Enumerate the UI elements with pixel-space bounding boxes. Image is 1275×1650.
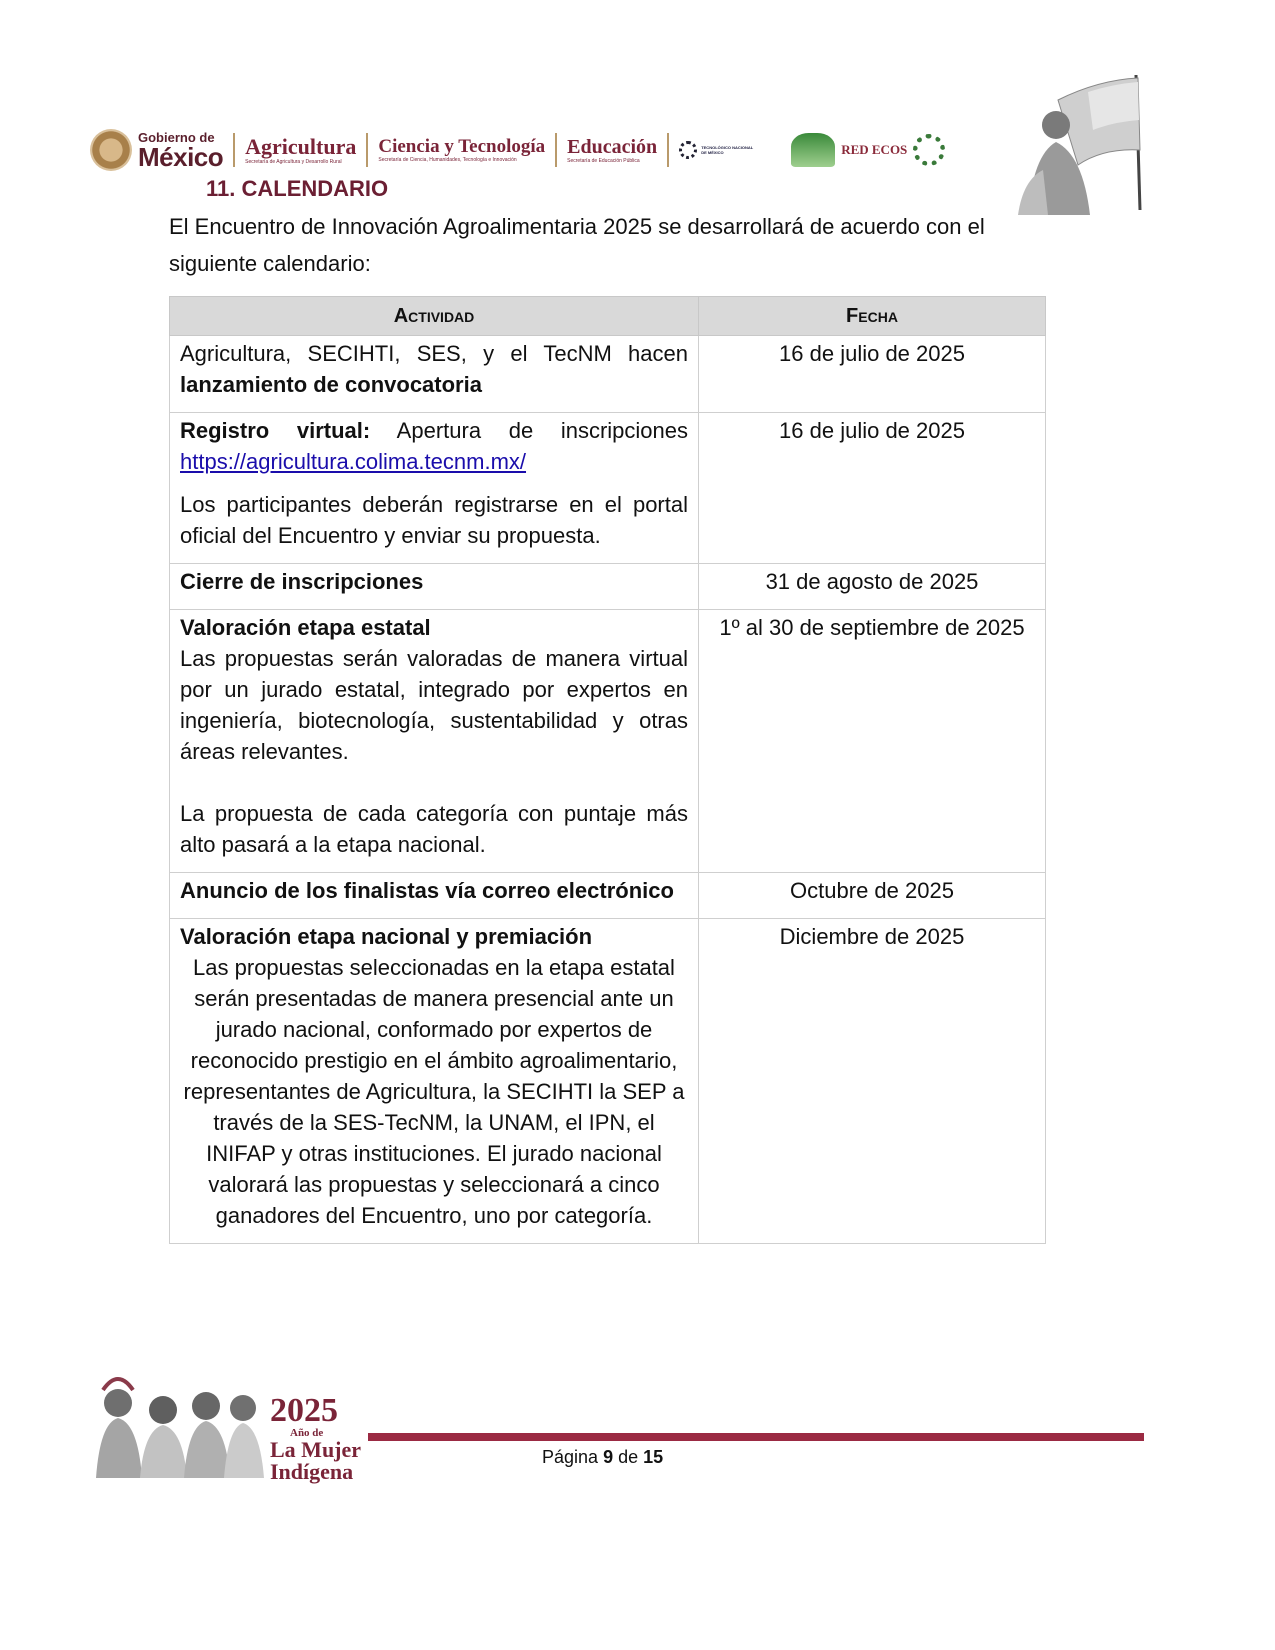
logo-divider: [555, 133, 557, 167]
table-row: [170, 564, 1046, 610]
activity-bold: lanzamiento de convocatoria: [180, 372, 482, 397]
registration-link[interactable]: https://agricultura.colima.tecnm.mx/: [180, 449, 527, 474]
activity-bold: Registro virtual:: [180, 418, 371, 443]
date-cell: 16 de julio de 2025: [699, 413, 1046, 564]
activity-bold: Valoración etapa estatal: [180, 615, 431, 640]
header-activity: Actividad: [170, 297, 699, 336]
tecnm-logo: [679, 141, 755, 159]
activity-bold: Cierre de inscripciones: [180, 569, 424, 594]
tecnm-gear-icon: [679, 141, 697, 159]
activity-cell: [170, 873, 699, 919]
ciencia-logo: [378, 137, 545, 163]
activity-cell: [170, 336, 699, 413]
gobierno-big: México: [138, 141, 224, 172]
activity-cell: [170, 413, 699, 564]
year-motto-logo: [270, 1394, 361, 1483]
agricultura-label: Agricultura: [245, 133, 357, 159]
activity-cell: [170, 610, 699, 873]
intro-paragraph: El Encuentro de Innovación Agroalimentaria 2025 se desarrollará de acuerdo con el siguiente calendario:: [169, 214, 985, 276]
table-row: [170, 413, 1046, 564]
gobierno-small: Gobierno de: [138, 129, 215, 145]
mexico-map-icon: [791, 133, 835, 167]
educacion-logo: [567, 137, 657, 164]
activity-text: Las propuestas seleccionadas en la etapa estatal serán presentadas de manera presencial ante un jurado nacional, conformado por expertos de reconocido prestigio en el ámbito agroalimentario, representantes de Agricultura, la SECIHTI la SEP a través de la SES-TecNM, la UNAM, el IPN, el INIFAP y otras instituciones. El jurado nacional valorará las propuestas y seleccionará a cinco ganadores del Encuentro, uno por categoría.: [183, 955, 685, 1228]
indigenous-women-illustration: [88, 1368, 268, 1478]
educacion-sub: Secretaría de Educación Pública: [567, 157, 640, 164]
activity-text: La propuesta de cada categoría con puntaje más alto pasará a la etapa nacional.: [180, 801, 688, 857]
table-row: [170, 873, 1046, 919]
header-logos: [90, 126, 1010, 174]
activity-bold: Valoración etapa nacional y premiación: [180, 924, 593, 949]
red-ecos-label: RED ECOS: [841, 142, 908, 157]
page-number: [542, 1447, 663, 1468]
educacion-label: Educación: [567, 135, 658, 158]
activity-cell: [170, 919, 699, 1244]
activity-cell: [170, 564, 699, 610]
date-cell: 31 de agosto de 2025: [699, 564, 1046, 610]
date-cell: Octubre de 2025: [699, 873, 1046, 919]
gobierno-mexico-logo: [138, 131, 223, 170]
date-cell: 16 de julio de 2025: [699, 336, 1046, 413]
motto-line-2: Indígena: [270, 1459, 354, 1484]
ecos-ring-icon: [913, 134, 945, 166]
footer-rule: [368, 1433, 1144, 1441]
activity-text: Apertura de inscripciones: [370, 418, 688, 443]
woman-with-flag-illustration: [1008, 70, 1158, 215]
date-cell: Diciembre de 2025: [699, 919, 1046, 1244]
red-ecos-logo: [791, 133, 945, 167]
date-cell: 1º al 30 de septiembre de 2025: [699, 610, 1046, 873]
mexico-seal-icon: [90, 129, 132, 171]
table-header-row: [170, 297, 1046, 336]
page-mid: de: [613, 1447, 644, 1467]
header-date: Fecha: [699, 297, 1046, 336]
activity-text: Las propuestas serán valoradas de manera virtual por un jurado estatal, integrado por expertos en ingeniería, biotecnología, sustentabilidad y otras áreas relevantes.: [180, 646, 688, 764]
tecnm-label: TECNOLÓGICO NACIONAL DE MÉXICO: [701, 145, 754, 155]
section-title: 11. CALENDARIO: [206, 176, 389, 201]
ciencia-sub: Secretaría de Ciencia, Humanidades, Tecnología e Innovación: [378, 157, 517, 163]
table-row: [170, 610, 1046, 873]
ciencia-label: Ciencia y Tecnología: [378, 136, 546, 157]
page-total: 15: [643, 1447, 664, 1467]
table-row: [170, 336, 1046, 413]
year-sub-label: Año de: [290, 1427, 324, 1439]
calendar-table: [169, 296, 1046, 1244]
logo-divider: [366, 133, 368, 167]
year-label: 2025: [270, 1392, 338, 1429]
activity-text: Los participantes deberán registrarse en el portal oficial del Encuentro y enviar su propuesta.: [180, 492, 688, 548]
motto-line-1: La Mujer: [270, 1437, 362, 1462]
logo-divider: [667, 133, 669, 167]
page-current: 9: [603, 1447, 614, 1467]
activity-bold: Anuncio de los finalistas vía correo electrónico: [180, 878, 674, 903]
activity-text: Agricultura, SECIHTI, SES, y el TecNM hacen: [180, 341, 688, 366]
agricultura-sub: Secretaría de Agricultura y Desarrollo Rural: [245, 158, 342, 165]
logo-divider: [233, 133, 235, 167]
agricultura-logo: [245, 133, 357, 165]
page-prefix: Página: [542, 1447, 604, 1467]
table-row: [170, 919, 1046, 1244]
